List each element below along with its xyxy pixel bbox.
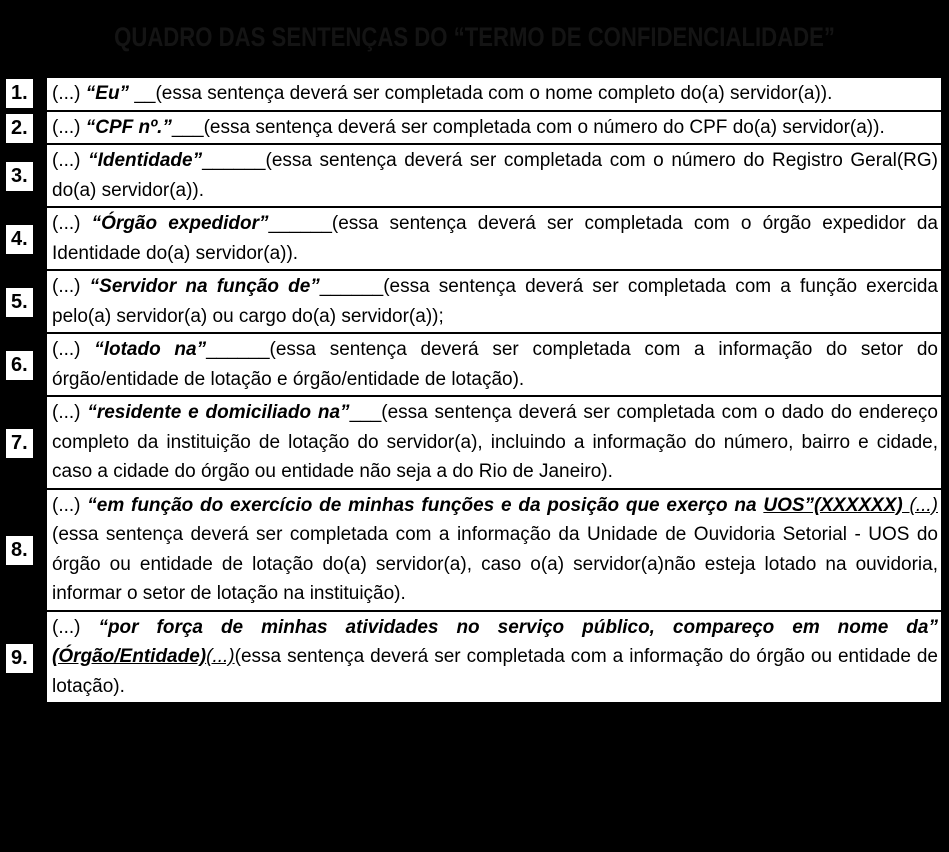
row-number: 3. [6,162,33,191]
text-segment: “por força de minhas atividades no serviço público, compareço em nome da” [98,616,938,638]
text-segment: (...) [52,150,89,171]
text-segment: “em função do exercício de minhas funções e da posição que exerço na [87,494,764,516]
row-text [47,75,941,112]
table-row [0,397,949,490]
table-row [0,75,949,112]
row-number: 2. [6,114,33,143]
text-segment: ___(essa sentença deverá ser completada com o dado do endereço completo da instituição de lotação do servidor(a), incluindo a informação do número, bairro e cidade, caso a cidade do órgão ou entidade não seja a do Rio de Janeiro). [52,402,939,482]
row-number-cell [0,397,47,490]
page-title: QUADRO DAS SENTENÇAS DO “TERMO DE CONFIDENCIALIDADE” [114,22,835,52]
row-text [47,145,941,208]
text-segment: “Eu” [85,83,135,104]
text-segment: (...) [52,83,86,104]
text-segment: ______(essa sentença deverá ser completada com o número do Registro Geral(RG) do(a) servidor(a)). [52,150,938,201]
text-segment: (...) [52,339,95,360]
text-segment: UOS”(XXXXXX) [763,494,910,516]
row-number-cell [0,334,47,397]
row-number-cell [0,208,47,271]
text-segment: (...) [909,494,938,516]
document-title-bar [0,0,949,75]
row-number: 1. [6,79,33,108]
text-segment: (...) [52,213,92,234]
text-segment: (essa sentença deverá ser completada com a informação do órgão ou entidade de lotação). [52,646,938,697]
row-text [47,397,941,490]
text-segment: (...) [52,276,90,297]
row-text [47,112,941,146]
table-row [0,612,949,706]
row-number: 4. [6,225,33,254]
row-number-cell [0,145,47,208]
sentence-table [0,75,949,705]
text-segment: (Órgão/Entidade) [52,646,207,667]
text-segment: “Servidor na função de” [89,276,320,297]
text-segment: ______(essa sentença deverá ser completada com a informação do setor do órgão/entidade de lotação e órgão/entidade de lotação). [52,339,938,390]
row-text [47,612,941,706]
text-segment: “CPF nº.” [85,116,172,138]
text-segment: “Identidade” [88,150,203,171]
text-segment: (...) [206,646,235,667]
text-segment: “Órgão expedidor” [91,213,269,234]
row-number-cell [0,271,47,334]
text-segment: __(essa sentença deverá ser completada com o nome completo do(a) servidor(a)). [134,83,833,104]
text-segment: (...) [52,116,86,138]
table-row [0,271,949,334]
row-number: 6. [6,351,33,380]
row-text [47,334,941,397]
row-text [47,208,941,271]
table-row [0,208,949,271]
text-segment: ______(essa sentença deverá ser completada com o órgão expedidor da Identidade do(a) servidor(a)). [52,213,939,264]
table-row [0,112,949,146]
text-segment: ______(essa sentença deverá ser completada com a função exercida pelo(a) servidor(a) ou cargo do(a) servidor(a)); [52,276,938,327]
text-segment: “lotado na” [94,339,207,360]
text-segment: (...) [52,402,88,423]
text-segment: “residente e domiciliado na” [87,402,350,423]
row-number-cell [0,75,47,112]
row-number: 9. [6,644,33,673]
text-segment: ___(essa sentença deverá ser completada com o número do CPF do(a) servidor(a)). [171,116,885,138]
row-number-cell [0,112,47,146]
row-number-cell [0,490,47,612]
table-row [0,334,949,397]
row-number-cell [0,612,47,706]
text-segment: (essa sentença deverá ser completada com a informação da Unidade de Ouvidoria Setorial - UOS do órgão ou entidade de lotação do(a) servidor(a), caso o(a) servidor(a)não esteja lotado na ouvidoria, informar o setor de lotação na instituição). [52,524,938,604]
row-text [47,490,941,612]
row-number: 7. [6,429,33,458]
row-text [47,271,941,334]
text-segment: (...) [52,616,99,638]
row-number: 5. [6,288,33,317]
table-row [0,490,949,612]
table-row [0,145,949,208]
row-number: 8. [6,536,33,565]
text-segment: (...) [52,494,88,516]
